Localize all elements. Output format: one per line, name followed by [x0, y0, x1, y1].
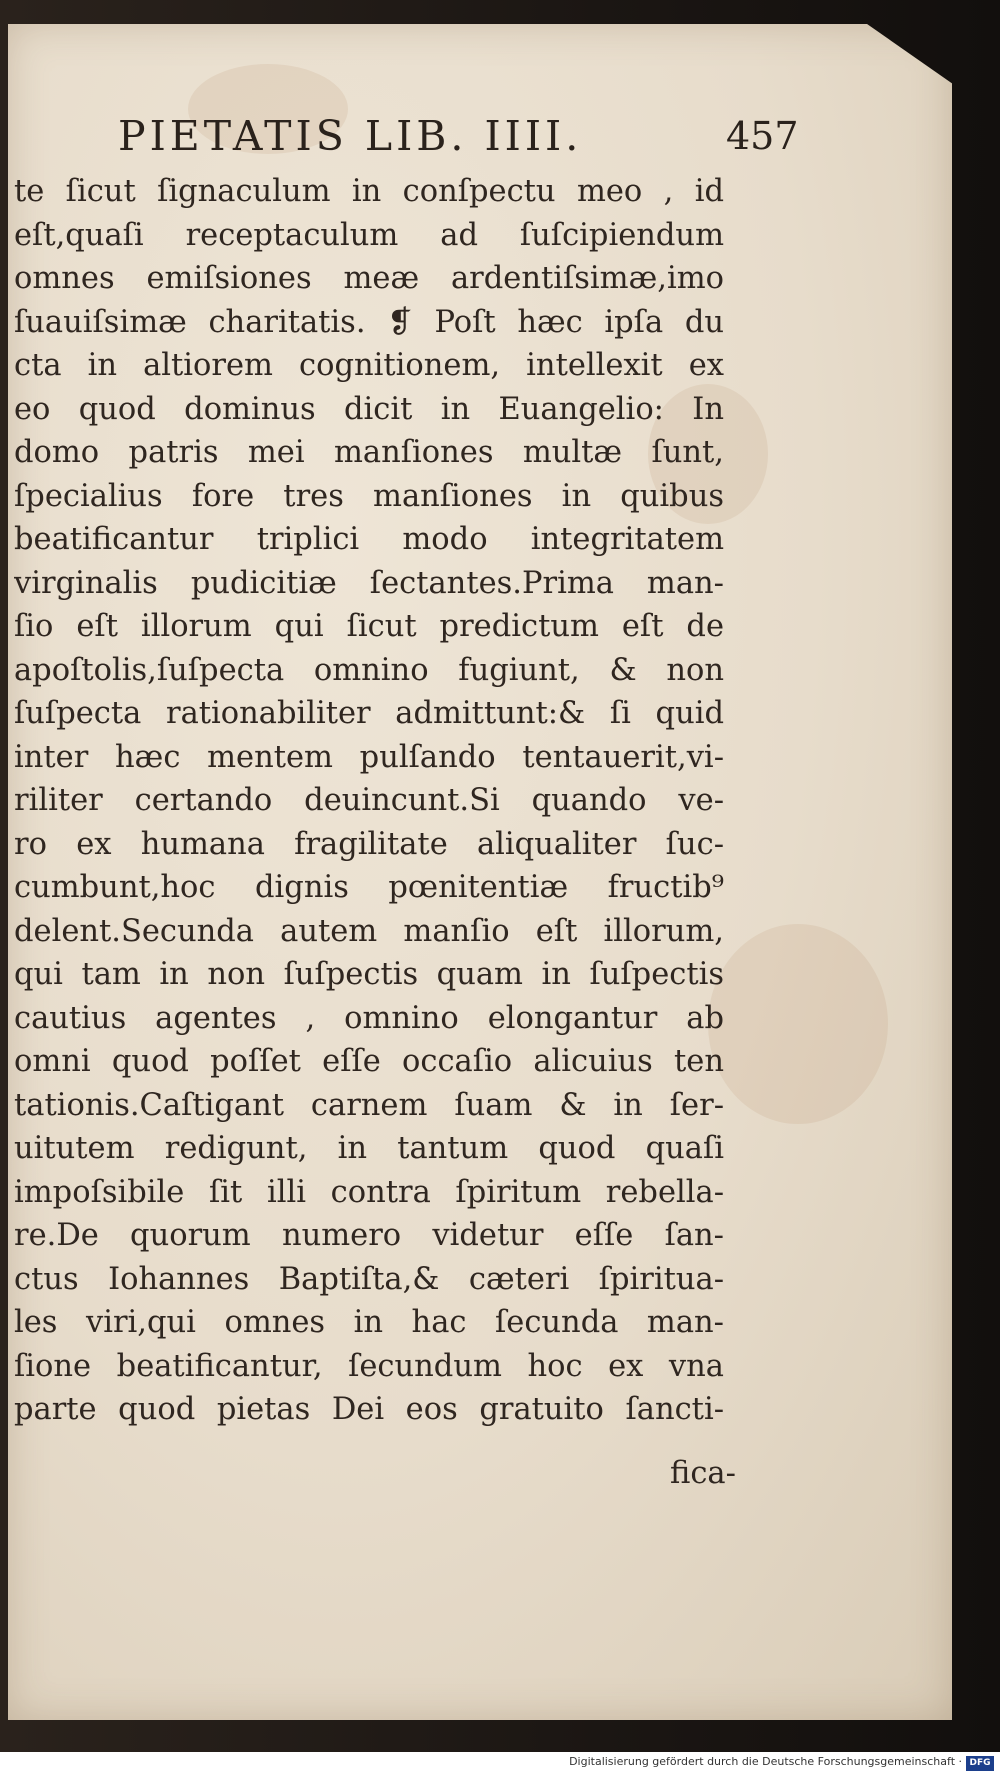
- text-line: ſio eſt illorum qui ſicut predictum eſt de: [14, 609, 724, 644]
- text-line: eo quod dominus dicit in Euangelio: In: [14, 391, 724, 427]
- text-line: uitutem redigunt, in tantum quod quaſi: [14, 1131, 724, 1166]
- text-line: tationis.Caſtigant carnem ſuam & in ſer-: [14, 1087, 724, 1123]
- text-line: ſuauiſsimæ charitatis. ❡ Poſt hæc ipſa du: [14, 304, 724, 340]
- funding-note: Digitalisierung gefördert durch die Deutsche Forschungsgemeinschaft ·: [569, 1755, 962, 1768]
- text-line: delent.Secunda autem manſio eſt illorum,: [14, 913, 724, 949]
- body-text: [14, 170, 724, 1432]
- text-line: apoſtolis,ſuſpecta omnino fugiunt, & non: [14, 652, 724, 688]
- paper-stain: [708, 924, 888, 1124]
- text-line: omnes emiſsiones meæ ardentiſsimæ,imo: [14, 261, 724, 296]
- text-line: ſuſpecta rationabiliter admittunt:& ſi quid: [14, 696, 724, 731]
- text-line: re.De quorum numero videtur eſſe ſan-: [14, 1218, 724, 1253]
- text-line: cautius agentes , omnino elongantur ab: [14, 1000, 724, 1036]
- text-line: qui tam in non ſuſpectis quam in ſuſpectis: [14, 957, 724, 992]
- text-line: te ſicut ſignaculum in conſpectu meo , id: [14, 174, 724, 209]
- text-line: impoſsibile ſit illi contra ſpiritum rebella-: [14, 1174, 724, 1210]
- text-line: omni quod poſſet eſſe occaſio alicuius ten: [14, 1044, 724, 1079]
- running-head: PIETATIS LIB. IIII.: [118, 112, 583, 160]
- text-line: ctus Iohannes Baptiſta,& cæteri ſpiritua-: [14, 1261, 724, 1297]
- text-line: ro ex humana fragilitate aliqualiter ſuc-: [14, 826, 724, 862]
- text-line: inter hæc mentem pulſando tentauerit,vi-: [14, 739, 724, 775]
- dfg-logo-icon: DFG: [966, 1756, 994, 1771]
- footer-bar: [0, 1752, 1000, 1776]
- text-line: eſt,quaſi receptaculum ad ſuſcipiendum: [14, 217, 724, 253]
- text-line: domo patris mei manſiones multæ ſunt,: [14, 435, 724, 470]
- text-line: beatificantur triplici modo integritatem: [14, 522, 724, 557]
- page-number: 457: [726, 114, 799, 158]
- text-line: les viri,qui omnes in hac ſecunda man-: [14, 1305, 724, 1340]
- catchword: fica-: [670, 1456, 736, 1491]
- text-line: riliter certando deuincunt.Si quando ve-: [14, 783, 724, 818]
- text-line: cta in altiorem cognitionem, intellexit ex: [14, 348, 724, 383]
- text-line: cumbunt,hoc dignis pœnitentiæ fructib⁹: [14, 870, 724, 905]
- text-line: ſpecialius fore tres manſiones in quibus: [14, 478, 724, 514]
- text-line: virginalis pudicitiæ ſectantes.Prima man-: [14, 565, 724, 601]
- text-line: ſione beatificantur, ſecundum hoc ex vna: [14, 1348, 724, 1384]
- text-line: parte quod pietas Dei eos gratuito ſancti-: [14, 1392, 724, 1427]
